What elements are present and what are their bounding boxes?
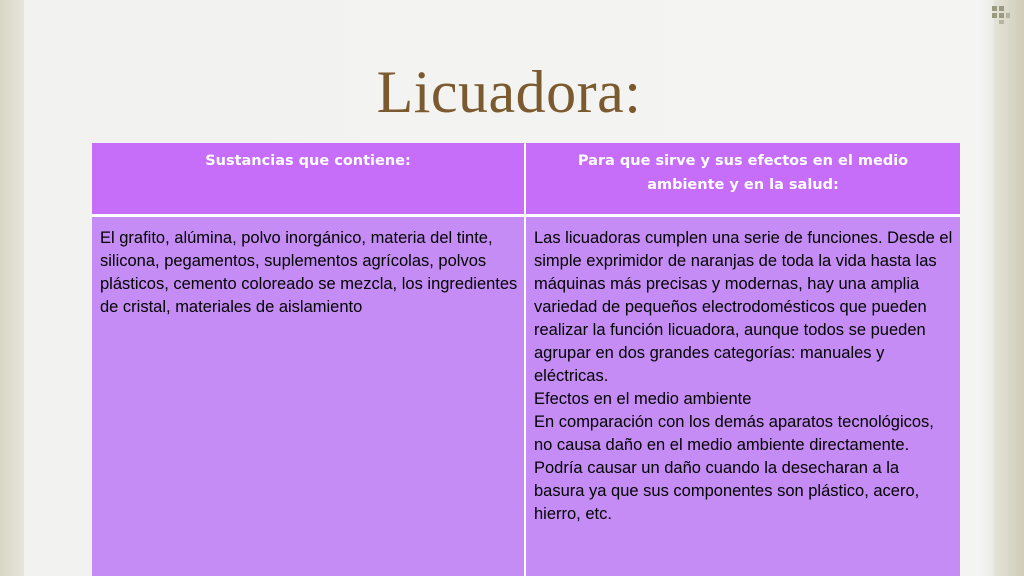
table-header-row (92, 143, 960, 215)
cell-uses-effects: Las licuadoras cumplen una serie de funciones. Desde el simple exprimidor de naranjas de toda la vida hasta las máquinas más precisas y modernas, hay una amplia variedad de pequeños electrodomésticos que pueden realizar la función licuadora, aunque todos se pueden agrupar en dos grandes categorías: manuales y eléctricas. Efectos en el medio ambiente En comparación con los demás aparatos tecnológicos, no causa daño en el medio ambiente directamente. Podría causar un daño cuando la desecharan a la basura ya que sus componentes son plástico, acero, hierro, etc. (525, 215, 960, 576)
info-table (92, 143, 960, 576)
header-substances: Sustancias que contiene: (92, 143, 525, 215)
slide-title: Licuadora: (376, 59, 642, 125)
table-row (92, 215, 960, 576)
cell-substances: El grafito, alúmina, polvo inorgánico, materia del tinte, silicona, pegamentos, suplementos agrícolas, polvos plásticos, cemento coloreado se mezcla, los ingredientes de cristal, materiales de aislamiento (92, 215, 525, 576)
header-uses-effects: Para que sirve y sus efectos en el medio ambiente y en la salud: (525, 143, 960, 215)
decorative-bullet-icon (990, 4, 1012, 26)
